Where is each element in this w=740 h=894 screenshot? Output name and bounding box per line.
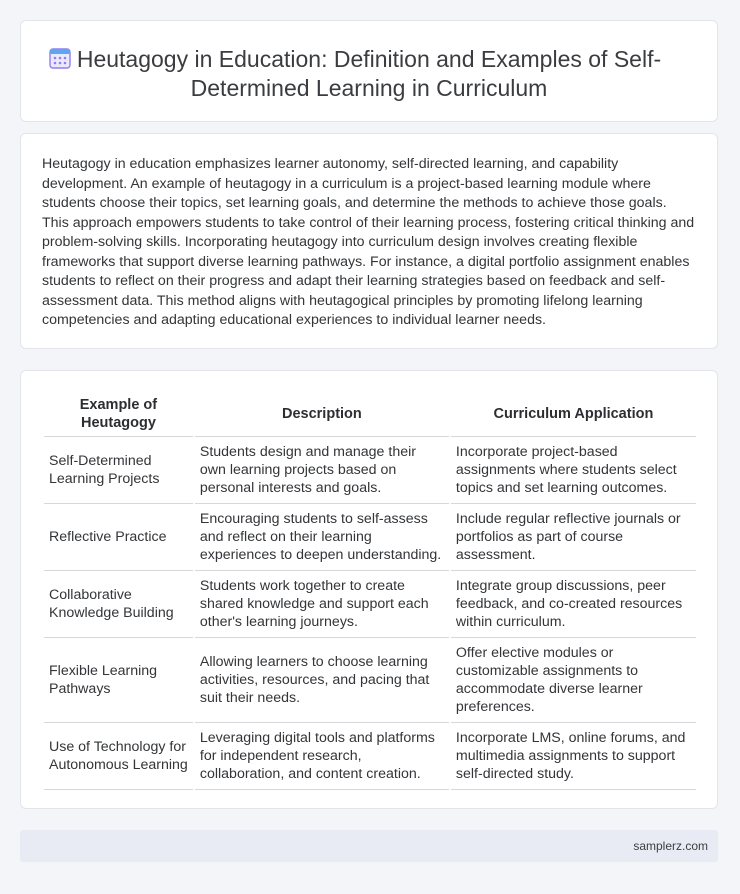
cell-example: Self-Determined Learning Projects bbox=[44, 437, 193, 504]
cell-description: Encouraging students to self-assess and reflect on their learning experiences to deepen understanding. bbox=[195, 504, 449, 571]
intro-paragraph: Heutagogy in education emphasizes learner autonomy, self-directed learning, and capability development. An example of heutagogy in a curriculum is a project-based learning module where students choose their topics, set learning goals, and determine the methods to achieve those goals. This approach empowers students to take control of their learning process, fostering critical thinking and problem-solving skills. Incorporating heutagogy into curriculum design involves creating flexible frameworks that support diverse learning pathways. For instance, a digital portfolio assignment enables students to reflect on their progress and adapt their learning strategies based on feedback and self-assessment data. This method aligns with heutagogical principles by promoting lifelong learning competencies and adapting educational experiences to individual learner needs. bbox=[42, 156, 695, 328]
cell-example: Collaborative Knowledge Building bbox=[44, 571, 193, 638]
table-row bbox=[44, 504, 696, 571]
cell-description: Students work together to create shared knowledge and support each other's learning journeys. bbox=[195, 571, 449, 638]
table-row bbox=[44, 638, 696, 723]
cell-application: Integrate group discussions, peer feedback, and co-created resources within curriculum. bbox=[451, 571, 696, 638]
table-header-row bbox=[44, 391, 696, 437]
page-title: Heutagogy in Education: Definition and Examples of Self-Determined Learning in Curriculum bbox=[76, 46, 662, 101]
header-card bbox=[20, 20, 718, 122]
column-header-description: Description bbox=[195, 391, 449, 437]
cell-application: Incorporate project-based assignments where students select topics and set learning outcomes. bbox=[451, 437, 696, 504]
examples-table bbox=[42, 391, 698, 790]
table-row bbox=[44, 723, 696, 790]
footer-bar bbox=[20, 830, 718, 862]
cell-application: Offer elective modules or customizable assignments to accommodate diverse learner preferences. bbox=[451, 638, 696, 723]
cell-application: Include regular reflective journals or portfolios as part of course assessment. bbox=[451, 504, 696, 571]
cell-example: Reflective Practice bbox=[44, 504, 193, 571]
table-row bbox=[44, 571, 696, 638]
cell-example: Flexible Learning Pathways bbox=[44, 638, 193, 723]
cell-description: Leveraging digital tools and platforms for independent research, collaboration, and content creation. bbox=[195, 723, 449, 790]
cell-description: Allowing learners to choose learning activities, resources, and pacing that suit their needs. bbox=[195, 638, 449, 723]
cell-example: Use of Technology for Autonomous Learning bbox=[44, 723, 193, 790]
cell-application: Incorporate LMS, online forums, and multimedia assignments to support self-directed study. bbox=[451, 723, 696, 790]
intro-card bbox=[20, 133, 718, 349]
column-header-application: Curriculum Application bbox=[451, 391, 696, 437]
column-header-example: Example of Heutagogy bbox=[44, 391, 193, 437]
cell-description: Students design and manage their own learning projects based on personal interests and goals. bbox=[195, 437, 449, 504]
footer-site-link[interactable]: samplerz.com bbox=[633, 839, 708, 853]
examples-table-card bbox=[20, 370, 718, 809]
table-row bbox=[44, 437, 696, 504]
